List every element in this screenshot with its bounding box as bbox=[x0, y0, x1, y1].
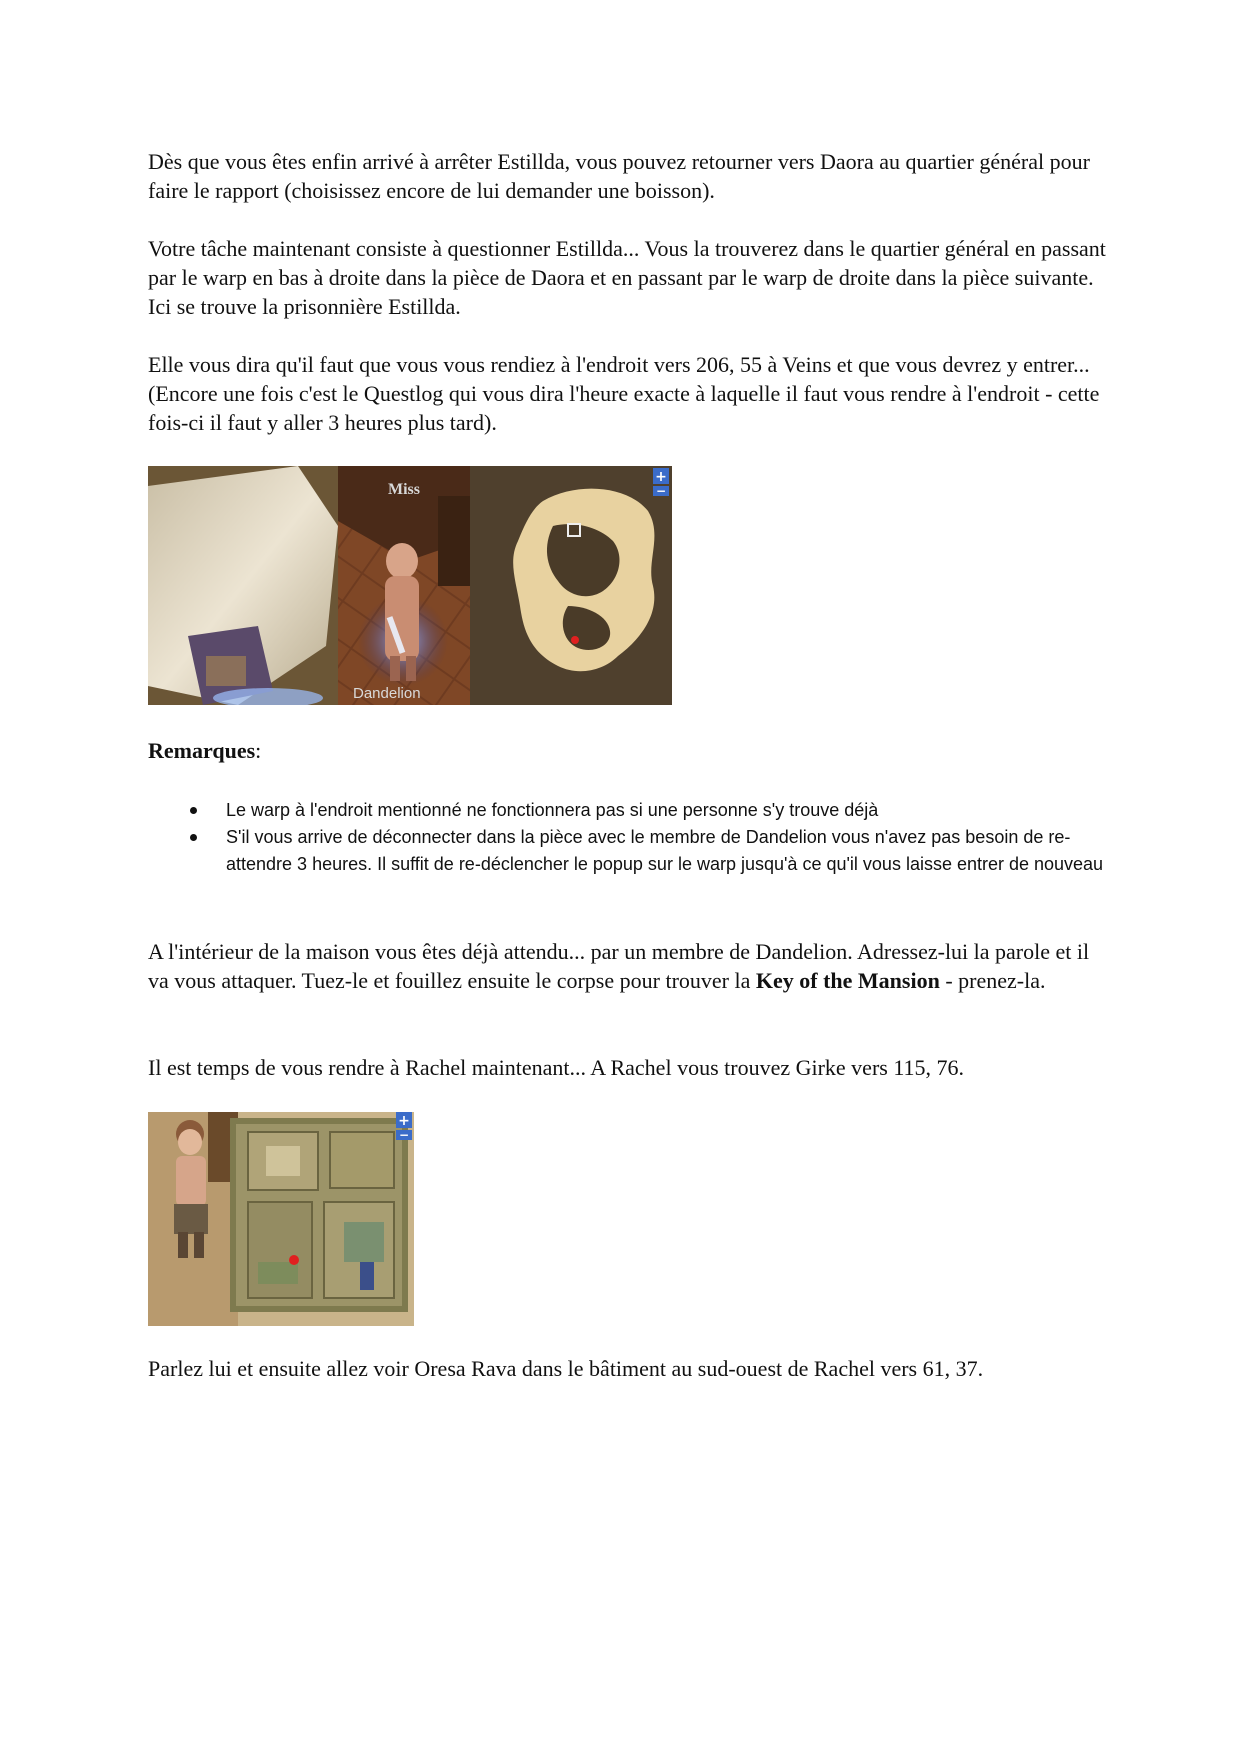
paragraph-veins-location: Elle vous dira qu'il faut que vous vous rendiez à l'endroit vers 206, 55 à Veins et que vous devrez y entrer... (Encore une fois c'est le Questlog qui vous dira l'heure exacte à laquelle il faut vous rendre à l'endroit - cette fois-ci il faut y aller 3 heures plus tard). bbox=[148, 352, 1100, 435]
bullet-icon bbox=[190, 807, 197, 814]
mansion-text-part1: A l'intérieur de la maison vous êtes déjà attendu... par un membre de Dandelion. Adressez-lui la parole et il va vous attaquer. Tuez-le et fouillez ensuite le corpse pour trouver la bbox=[148, 939, 1090, 993]
bullet-icon bbox=[190, 834, 197, 841]
remark-text: Le warp à l'endroit mentionné ne fonctionnera pas si une personne s'y trouve déjà bbox=[226, 800, 879, 820]
mansion-text-part2: - prenez-la. bbox=[939, 968, 1046, 993]
key-of-the-mansion: Key of the Mansion bbox=[755, 968, 940, 993]
svg-text:−: − bbox=[655, 484, 667, 498]
remarks-heading-text: Remarques bbox=[148, 738, 256, 763]
miss-label: Miss bbox=[388, 481, 420, 498]
svg-text:−: − bbox=[398, 1128, 410, 1142]
paragraph-daora-report: Dès que vous êtes enfin arrivé à arrêter Estillda, vous pouvez retourner vers Daora au quartier général pour faire le rapport (choisissez encore de lui demander une boisson). bbox=[148, 149, 1090, 203]
list-item bbox=[148, 797, 1108, 824]
svg-text:+: + bbox=[655, 469, 667, 485]
paragraph-mansion-key bbox=[148, 937, 1108, 995]
screenshot-rachel-map bbox=[148, 1112, 414, 1326]
paragraph-rachel-girke: Il est temps de vous rendre à Rachel maintenant... A Rachel vous trouvez Girke vers 115, 76. bbox=[148, 1055, 965, 1080]
screenshot-veins-house bbox=[148, 466, 672, 705]
paragraph-question-estillda: Votre tâche maintenant consiste à questionner Estillda... Vous la trouverez dans le quartier général en passant par le warp en bas à droite dans la pièce de Daora et en passant par le warp de droite dans la pièce suivante. Ici se trouve la prisonnière Estillda. bbox=[148, 236, 1106, 319]
paragraph-oresa-rava: Parlez lui et ensuite allez voir Oresa Rava dans le bâtiment au sud-ouest de Rachel vers 61, 37. bbox=[148, 1356, 984, 1381]
remark-text: S'il vous arrive de déconnecter dans la pièce avec le membre de Dandelion vous n'avez pas besoin de re-attendre 3 heures. Il suffit de re-déclencher le popup sur le warp jusqu'à ce qu'il vous laisse entrer de nouveau bbox=[226, 827, 1104, 874]
remarks-heading bbox=[148, 736, 261, 765]
player-name-label: Dandelion bbox=[353, 685, 421, 702]
remarks-list bbox=[148, 797, 1108, 878]
list-item bbox=[148, 824, 1108, 878]
svg-text:+: + bbox=[398, 1113, 410, 1129]
remarks-heading-colon: : bbox=[255, 738, 262, 763]
